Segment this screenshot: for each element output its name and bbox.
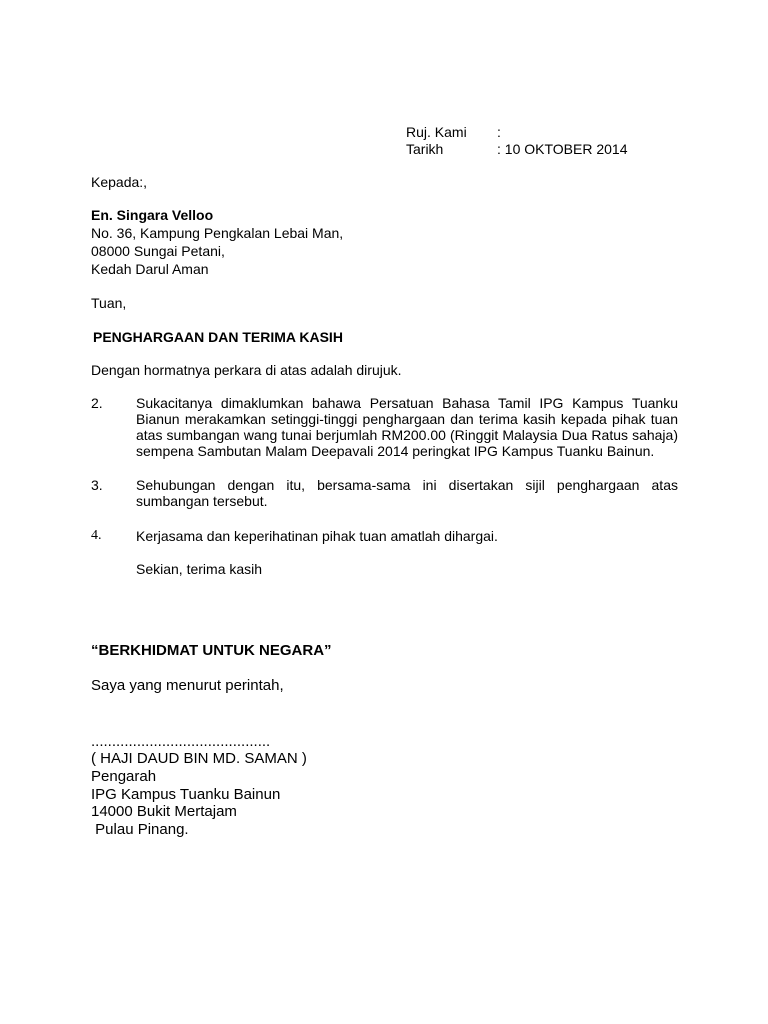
paragraph-text: Sukacitanya dimaklumkan bahawa Persatuan Bahasa Tamil IPG Kampus Tuanku Bianun merakamkan setinggi-tinggi penghargaan dan terima kasih kepada pihak tuan atas sumbangan wang tunai berjumlah RM200.00 (Ringgit Malaysia Dua Ratus sahaja) sempena Sambutan Malam Deepavali 2014 peringkat IPG Kampus Tuanku Bainun. — [136, 395, 678, 459]
subject-heading: PENGHARGAAN DAN TERIMA KASIH — [93, 329, 343, 345]
paragraph-text: Kerjasama dan keperihatinan pihak tuan amatlah dihargai. — [136, 528, 498, 544]
recipient-address-line1: No. 36, Kampung Pengkalan Lebai Man, — [91, 225, 344, 241]
tarikh-value: : 10 OKTOBER 2014 — [497, 141, 628, 157]
motto: “BERKHIDMAT UNTUK NEGARA” — [91, 642, 332, 659]
paragraph-text: Sehubungan dengan itu, bersama-sama ini disertakan sijil penghargaan atas sumbangan tersebut. — [136, 477, 678, 509]
signatory-address1: 14000 Bukit Mertajam — [91, 803, 237, 820]
signatory-name: ( HAJI DAUD BIN MD. SAMAN ) — [91, 750, 307, 767]
kepada-label: Kepada:, — [91, 174, 148, 190]
tarikh-label: Tarikh — [406, 141, 444, 157]
signatory-title: Pengarah — [91, 768, 157, 785]
signature-line: ........................................... — [91, 733, 271, 750]
ruj-value: : — [497, 124, 501, 140]
salutation: Tuan, — [91, 295, 127, 311]
closing-text: Sekian, terima kasih — [136, 561, 263, 577]
paragraph-number: 4. — [91, 528, 102, 543]
recipient-address-line3: Kedah Darul Aman — [91, 261, 209, 277]
paragraph-number: 2. — [91, 395, 103, 411]
signatory-address2: Pulau Pinang. — [91, 821, 189, 838]
intro-text: Dengan hormatnya perkara di atas adalah dirujuk. — [91, 362, 402, 378]
recipient-name: En. Singara Velloo — [91, 207, 214, 223]
sign-off: Saya yang menurut perintah, — [91, 677, 284, 694]
recipient-address-line2: 08000 Sungai Petani, — [91, 243, 225, 259]
ruj-label: Ruj. Kami — [406, 124, 467, 140]
paragraph-number: 3. — [91, 477, 103, 493]
signatory-org: IPG Kampus Tuanku Bainun — [91, 786, 281, 803]
